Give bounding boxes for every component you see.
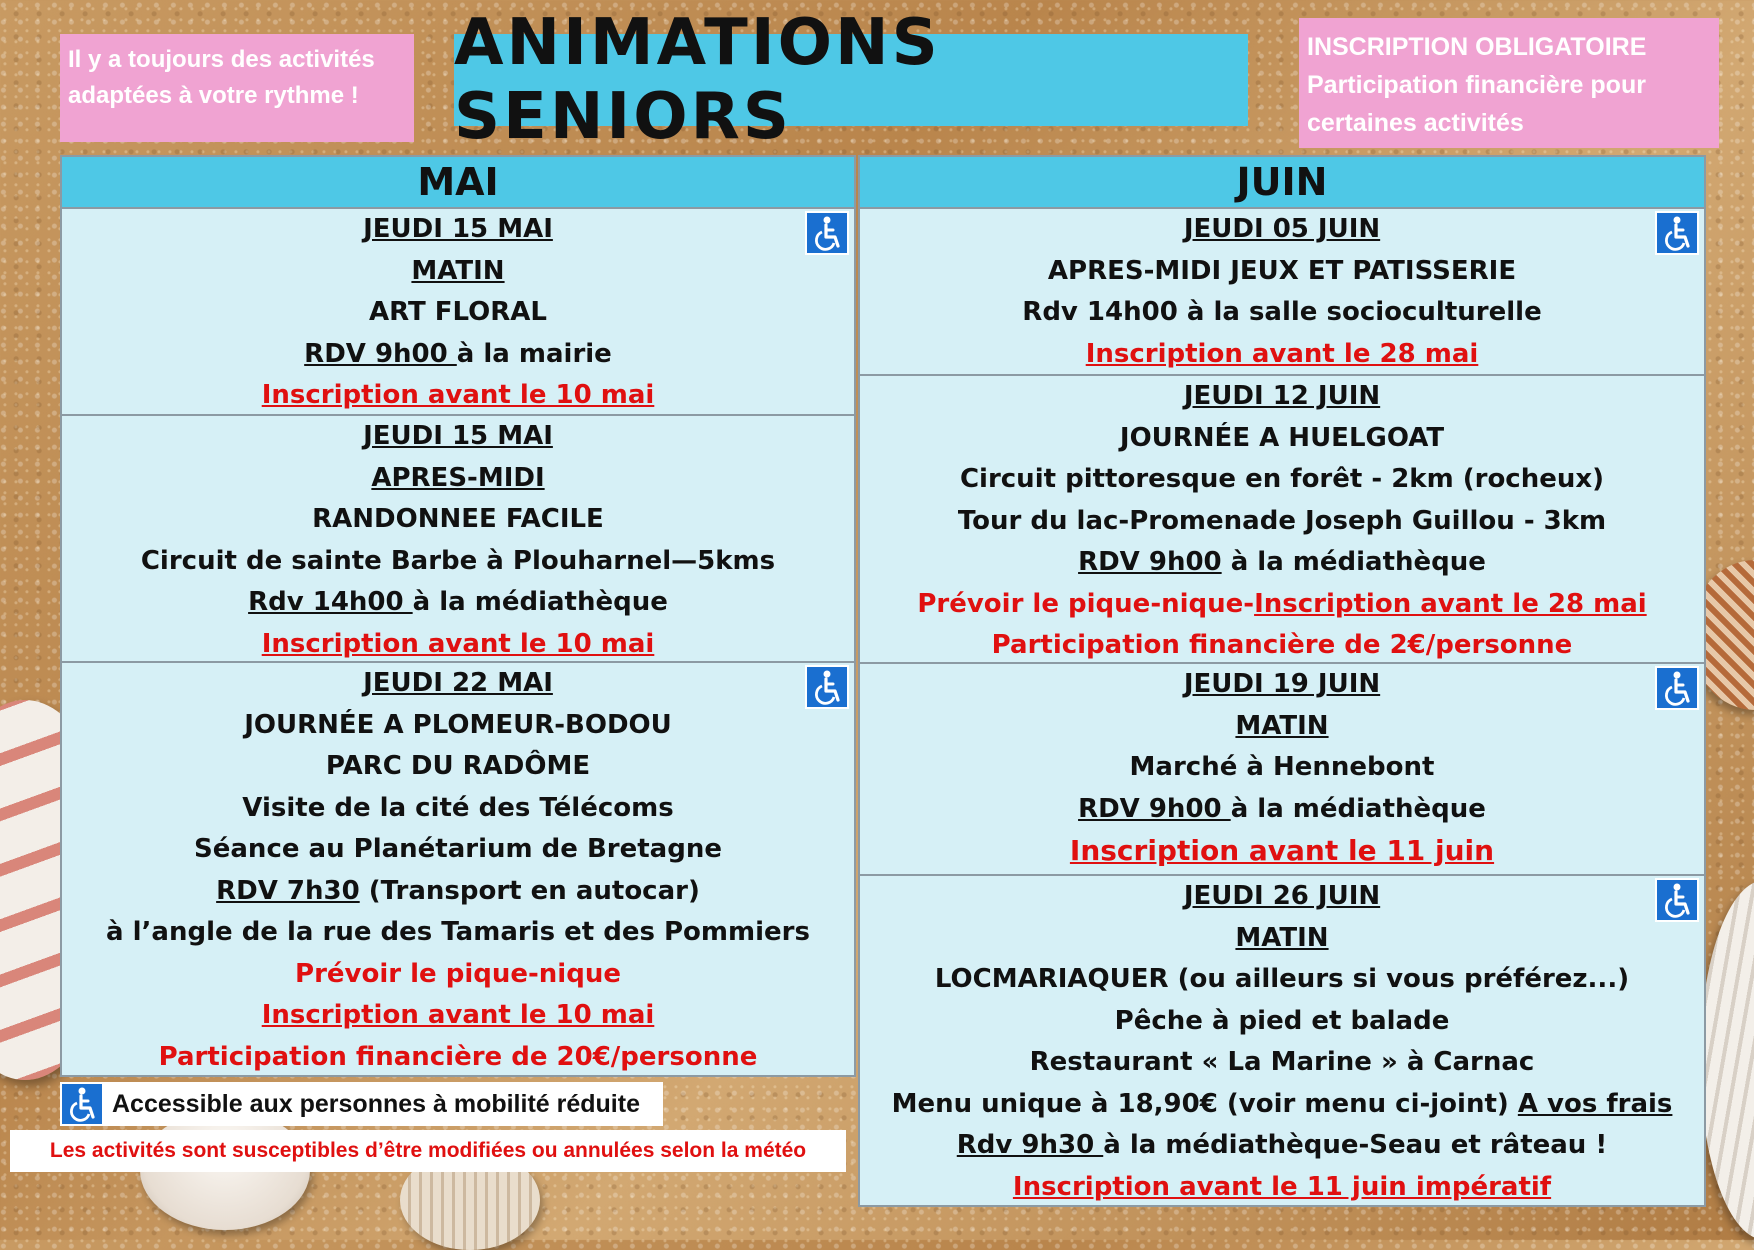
wheelchair-icon — [60, 1082, 104, 1126]
june-column — [858, 155, 1706, 1207]
event-registration-deadline: Inscription avant le 11 juin — [1069, 834, 1495, 867]
event-meeting — [860, 1125, 1704, 1167]
registration-note-line: certaines activités — [1307, 109, 1524, 137]
event-meeting — [860, 789, 1704, 831]
seashell-decoration — [1700, 880, 1754, 1240]
meeting-time: RDV 7h30 — [216, 875, 360, 906]
rhythm-note — [60, 34, 414, 142]
event-period: MATIN — [1235, 922, 1329, 953]
may-heading: MAI — [62, 157, 854, 209]
meeting-place: à la médiathèque — [412, 587, 668, 617]
event-registration-deadline: Inscription avant le 10 mai — [261, 380, 655, 410]
menu-cost-note: A vos frais — [1517, 1088, 1673, 1119]
event-card — [62, 416, 854, 663]
event-date: JEUDI 05 JUIN — [1183, 214, 1381, 244]
page-title: ANIMATIONS SENIORS — [454, 6, 941, 154]
rhythm-note-line: adaptées à votre rythme ! — [68, 82, 359, 109]
event-price: Participation financière de 20€/personne — [158, 1041, 758, 1072]
event-detail: Séance au Planétarium de Bretagne — [194, 834, 722, 864]
wheelchair-icon — [1655, 211, 1699, 255]
menu-text: Menu unique à 18,90€ (voir menu ci-joint) — [891, 1088, 1518, 1119]
event-place: PARC DU RADÔME — [325, 751, 591, 781]
event-meeting: Rdv 14h00 à la salle socioculturelle — [1022, 297, 1542, 327]
event-activity: RANDONNEE FACILE — [312, 504, 604, 534]
registration-note — [1299, 18, 1719, 148]
event-activity: ART FLORAL — [369, 297, 547, 327]
registration-note-line: INSCRIPTION OBLIGATOIRE — [1307, 33, 1647, 61]
event-menu — [860, 1084, 1704, 1126]
event-detail: Circuit de sainte Barbe à Plouharnel—5kms — [140, 545, 776, 576]
event-picnic-note: Prévoir le pique-nique — [295, 958, 621, 989]
wheelchair-icon — [805, 211, 849, 255]
wheelchair-icon — [805, 665, 849, 709]
event-activity: JOURNÉE A PLOMEUR-BODOU — [244, 709, 672, 740]
meeting-time: RDV 9h00 — [1078, 547, 1222, 577]
event-registration-deadline: Inscription avant le 28 mai — [1085, 338, 1479, 369]
event-registration-deadline: Inscription avant le 28 mai — [1254, 588, 1647, 619]
event-card — [62, 209, 854, 416]
event-card — [860, 664, 1704, 876]
meeting-time: RDV 9h00 — [1078, 793, 1231, 824]
event-period: MATIN — [1235, 710, 1329, 741]
event-detail: Pêche à pied et balade — [1114, 1005, 1450, 1036]
event-card — [860, 376, 1704, 664]
meeting-time: Rdv 9h30 — [956, 1130, 1104, 1160]
meeting-place: à la médiathèque-Seau et râteau ! — [1103, 1130, 1608, 1160]
event-meeting-place: à l’angle de la rue des Tamaris et des Pommiers — [106, 917, 810, 947]
event-activity: JOURNÉE A HUELGOAT — [1119, 422, 1445, 453]
meeting-time: Rdv 14h00 — [248, 587, 413, 617]
event-date: JEUDI 15 MAI — [363, 214, 553, 244]
event-meeting — [62, 871, 854, 913]
picnic-text: Prévoir le pique-nique- — [917, 588, 1255, 619]
event-detail: Restaurant « La Marine » à Carnac — [1029, 1047, 1535, 1077]
may-column — [60, 155, 856, 1077]
event-registration-deadline: Inscription avant le 10 mai — [261, 628, 655, 659]
event-card — [62, 663, 854, 1075]
event-meeting — [62, 334, 854, 376]
title-banner — [454, 6, 1248, 154]
event-date: JEUDI 15 MAI — [363, 421, 553, 451]
meeting-place: à la médiathèque — [1230, 793, 1486, 824]
event-period: APRES-MIDI — [371, 462, 545, 493]
event-picnic-note — [860, 584, 1704, 626]
event-activity: LOCMARIAQUER (ou ailleurs si vous préférez...) — [934, 964, 1630, 994]
event-detail: Tour du lac-Promenade Joseph Guillou - 3km — [957, 505, 1607, 536]
rhythm-note-line: Il y a toujours des activités — [68, 46, 375, 73]
event-meeting — [62, 582, 854, 624]
meeting-place: à la mairie — [456, 338, 612, 369]
event-registration-deadline: Inscription avant le 10 mai — [261, 1000, 655, 1030]
event-date: JEUDI 19 JUIN — [1183, 669, 1381, 699]
event-detail: Circuit pittoresque en forêt - 2km (rocheux) — [959, 464, 1605, 494]
registration-note-line: Participation financière pour — [1307, 71, 1646, 99]
event-date: JEUDI 22 MAI — [363, 668, 553, 698]
event-card — [860, 209, 1704, 376]
weather-warning: Les activités sont susceptibles d’être modifiées ou annulées selon la météo — [10, 1130, 846, 1172]
event-meeting — [860, 542, 1704, 584]
event-registration-deadline: Inscription avant le 11 juin impératif — [1012, 1171, 1552, 1202]
accessibility-legend-text: Accessible aux personnes à mobilité réduite — [112, 1089, 640, 1118]
meeting-time: RDV 9h00 — [304, 338, 457, 369]
meeting-place: à la médiathèque — [1221, 547, 1486, 577]
event-card — [860, 876, 1704, 1206]
event-activity: Marché à Hennebont — [1129, 752, 1435, 782]
june-heading: JUIN — [860, 157, 1704, 209]
wheelchair-icon — [1655, 878, 1699, 922]
event-detail: Visite de la cité des Télécoms — [242, 792, 674, 823]
meeting-note: (Transport en autocar) — [359, 875, 700, 906]
event-period: MATIN — [411, 255, 505, 286]
event-date: JEUDI 26 JUIN — [1183, 881, 1381, 911]
event-activity: APRES-MIDI JEUX ET PATISSERIE — [1047, 255, 1517, 286]
wheelchair-icon — [1655, 666, 1699, 710]
event-price: Participation financière de 2€/personne — [991, 630, 1573, 660]
event-date: JEUDI 12 JUIN — [1183, 381, 1381, 411]
accessibility-legend — [60, 1082, 663, 1126]
